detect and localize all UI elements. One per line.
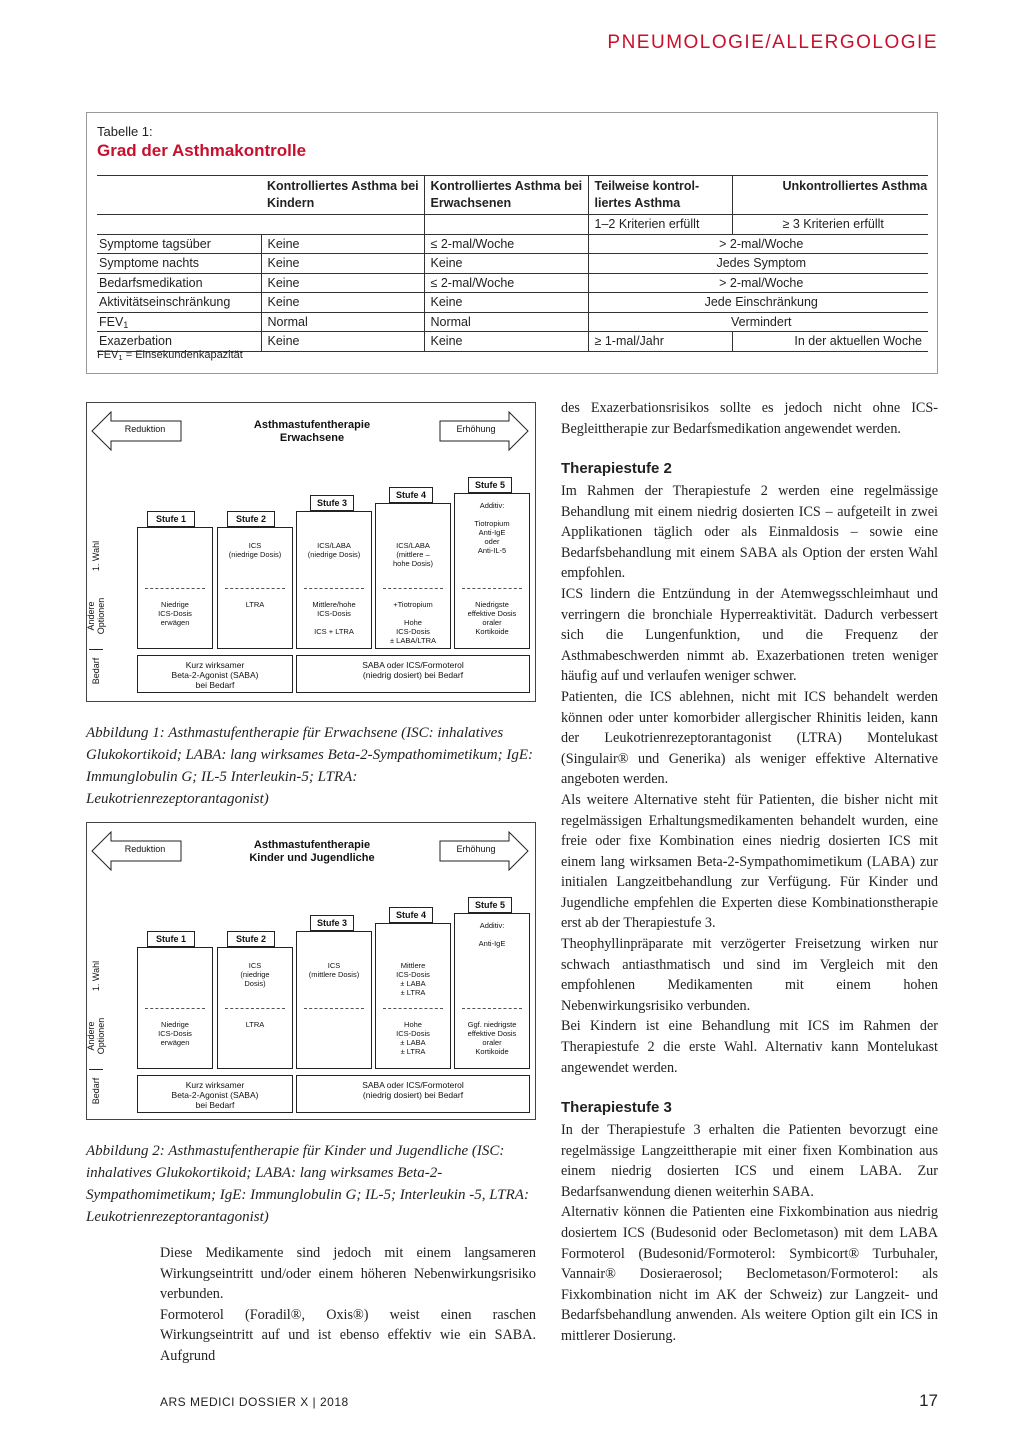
footer-journal: ARS MEDICI DOSSIER X | 2018 bbox=[160, 1395, 349, 1409]
table-criteria-row bbox=[97, 215, 928, 235]
table-row bbox=[97, 254, 928, 274]
table-box bbox=[86, 112, 938, 374]
other-option-text: Hohe ICS-Dosis ± LABA ± LTRA bbox=[396, 1020, 430, 1056]
cell-erwachsene: Keine bbox=[424, 332, 588, 352]
criteria-partial: 1–2 Kriterien erfüllt bbox=[588, 215, 732, 235]
row-label: Symptome nachts bbox=[97, 254, 261, 274]
paragraph: des Exazerbationsrisikos sollte es jedoch nicht ohne ICS-Begleittherapie zur Bedarfsmedikation angewendet werden. bbox=[561, 400, 938, 437]
table-row bbox=[97, 312, 928, 332]
step-label: Stufe 5 bbox=[468, 897, 512, 913]
table-row bbox=[97, 293, 928, 313]
paragraph: Alternativ können die Patienten eine Fixkombination aus niedrig dosiertem ICS (Budesonid oder Beclometason) mit dem LABA Formoterol (Budesonid/Formoterol: Symbicort® Turbuhaler, Vannair® Dosieraerosol; Beclometason/Formoterol: als Fixkombination nicht im AK der Schweiz) zur Langzeit- und Bedarfsbehandlung anwenden. Als weitere Option gilt ein ICS in mittlerer Dosierung. bbox=[561, 1204, 938, 1344]
dashed-divider bbox=[145, 1008, 205, 1009]
step-column bbox=[296, 931, 372, 1069]
cell-other: Jedes Symptom bbox=[588, 254, 928, 274]
figure-title-line: Erwachsene bbox=[279, 432, 345, 444]
criteria-uncontrolled: ≥ 3 Kriterien erfüllt bbox=[732, 215, 928, 235]
erhoehung-label: Erhöhung bbox=[456, 424, 496, 434]
step-label: Stufe 4 bbox=[389, 907, 433, 923]
step-label: Stufe 3 bbox=[310, 915, 354, 931]
cell-kinder: Keine bbox=[261, 273, 424, 293]
reduktion-arrow bbox=[91, 411, 183, 451]
bedarf-saba-box: Kurz wirksamer Beta-2-Agonist (SABA) bei Bedarf bbox=[137, 1075, 293, 1113]
cell-other: > 2-mal/Woche bbox=[588, 234, 928, 254]
other-option-text: Niedrige ICS-Dosis erwägen bbox=[158, 1020, 192, 1047]
row-label: Exazerbation bbox=[97, 332, 261, 352]
cell-unkontrolliert: In der aktuellen Woche bbox=[732, 332, 928, 352]
table-title: Grad der Asthmakontrolle bbox=[97, 141, 307, 160]
other-option-text: Niedrige ICS-Dosis erwägen bbox=[158, 600, 192, 627]
asthma-control-table bbox=[97, 175, 928, 352]
step-label: Stufe 4 bbox=[389, 487, 433, 503]
dashed-divider bbox=[383, 588, 443, 589]
cell-kinder: Keine bbox=[261, 234, 424, 254]
cell-other: Jede Einschränkung bbox=[588, 293, 928, 313]
row-label-bedarf: Bedarf bbox=[91, 657, 101, 685]
table-header-unkontrolliert: Unkontrolliertes Asthma bbox=[732, 176, 928, 215]
row-label-bedarf: Bedarf bbox=[91, 1077, 101, 1105]
reduktion-label: Reduktion bbox=[124, 844, 166, 854]
cell-erwachsene: ≤ 2-mal/Woche bbox=[424, 273, 588, 293]
row-separator bbox=[89, 649, 103, 650]
table-header-teilweise: Teilweise kontrol-liertes Asthma bbox=[588, 176, 732, 215]
dashed-divider bbox=[383, 1008, 443, 1009]
other-option-text: Niedrigste effektive Dosis oraler Kortikoide bbox=[467, 600, 517, 636]
first-choice-text: ICS (niedrige Dosis) bbox=[240, 961, 270, 988]
footnote-fev-sub: 1 bbox=[118, 353, 123, 362]
page-number: 17 bbox=[919, 1391, 938, 1410]
table-cell bbox=[97, 215, 261, 235]
row-label bbox=[97, 312, 261, 332]
cell-teilweise: ≥ 1-mal/Jahr bbox=[588, 332, 732, 352]
heading-therapiestufe-2: Therapiestufe 2 bbox=[561, 460, 672, 477]
bedarf-saba-box: Kurz wirksamer Beta-2-Agonist (SABA) bei Bedarf bbox=[137, 655, 293, 693]
footnote-fev: FEV bbox=[97, 349, 119, 361]
row-label: Symptome tagsüber bbox=[97, 234, 261, 254]
step-label: Stufe 5 bbox=[468, 477, 512, 493]
dashed-divider bbox=[225, 588, 285, 589]
other-option-text: Mittlere/hohe ICS-Dosis ICS + LTRA bbox=[312, 600, 356, 636]
first-choice-text: ICS/LABA (mittlere – hohe Dosis) bbox=[392, 541, 434, 568]
first-choice-text: ICS (mittlere Dosis) bbox=[308, 961, 360, 979]
table-cell bbox=[424, 215, 588, 235]
erhoehung-arrow bbox=[439, 411, 529, 451]
dashed-divider bbox=[225, 1008, 285, 1009]
other-option-text: LTRA bbox=[245, 1020, 265, 1029]
cell-other: > 2-mal/Woche bbox=[588, 273, 928, 293]
step-label: Stufe 2 bbox=[227, 511, 275, 527]
erhoehung-label: Erhöhung bbox=[456, 844, 496, 854]
paragraph: Theophyllinpräparate mit verzögerter Freisetzung wirken nur schwach antiasthmatisch und sind im Vergleich mit den empfohlenen Medikamenten mit einem hohen Nebenwirkungsrisiko verbunden. bbox=[561, 936, 938, 1014]
first-choice-text: Additiv: Anti-IgE bbox=[478, 921, 506, 948]
table-label: Tabelle 1: bbox=[97, 124, 153, 139]
row-label-fev-sub: 1 bbox=[123, 319, 129, 330]
reduktion-label: Reduktion bbox=[124, 424, 166, 434]
table-header-row bbox=[97, 176, 928, 215]
footnote-text: = Einsekundenkapazität bbox=[122, 349, 243, 361]
therapiestufe-3-text bbox=[561, 1120, 938, 1347]
row-label-other-options: Andere Optionen bbox=[86, 1017, 106, 1055]
paragraph: Diese Medikamente sind jedoch mit einem langsameren Wirkungseintritt und/oder einem höheren Nebenwirkungsrisiko verbunden. bbox=[160, 1245, 536, 1303]
cell-erwachsene: Normal bbox=[424, 312, 588, 332]
first-choice-text: ICS/LABA (niedrige Dosis) bbox=[307, 541, 361, 559]
step-label: Stufe 1 bbox=[147, 931, 195, 947]
row-label-first-choice: 1. Wahl bbox=[91, 960, 101, 992]
therapiestufe-2-text bbox=[561, 481, 938, 1078]
cell-erwachsene: Keine bbox=[424, 254, 588, 274]
paragraph: Formoterol (Foradil®, Oxis®) weist einen raschen Wirkungseintritt auf und ist ebenso effektiv wie ein SABA. Aufgrund bbox=[160, 1306, 536, 1364]
table-header-empty bbox=[97, 176, 261, 215]
paragraph: Als weitere Alternative steht für Patienten, die bisher nicht mit regelmässigen Erhaltungsmedikamenten behandelt wurden, eine freie oder fixe Kombination eines niedrig dosierten ICS mit einem lang wirksamen Beta-2-Sympathomimetikum (LABA) zur initialen Langzeitbehandlung zur Verfügung. Für Kinder und Jugendliche empfehlen die Experten diese Kombinationstherapie erst ab der Therapiestufe 3. bbox=[561, 791, 938, 932]
right-intro-text bbox=[561, 398, 938, 439]
figure-title bbox=[227, 839, 397, 865]
step-label: Stufe 3 bbox=[310, 495, 354, 511]
table-header-kinder: Kontrolliertes Asthma bei Kindern bbox=[261, 176, 424, 215]
paragraph: Im Rahmen der Therapiestufe 2 werden eine regelmässige Behandlung mit einem niedrig dosierten ICS – aufgeteilt in zwei Applikationen täglich oder als Einmaldosis – sowie eine Bedarfsbehandlung mit einem SABA als Option der ersten Wahl empfohlen. bbox=[561, 483, 938, 582]
heading-therapiestufe-3: Therapiestufe 3 bbox=[561, 1099, 672, 1116]
figure-adults bbox=[86, 402, 536, 702]
row-label-first-choice: 1. Wahl bbox=[91, 540, 101, 572]
paragraph: Patienten, die ICS ablehnen, nicht mit ICS behandelt werden können oder unter komorbider allergischer Rhinitis leiden, kann der Leukotrienrezeptorantagonist (LTRA) Montelukast (Singulair® und Generika) als weniger effektive Alternative angeboten werden. bbox=[561, 688, 938, 788]
bedarf-formoterol-box: SABA oder ICS/Formoterol (niedrig dosiert) bei Bedarf bbox=[296, 655, 530, 693]
reduktion-arrow bbox=[91, 831, 183, 871]
cell-kinder: Keine bbox=[261, 254, 424, 274]
other-option-text: Ggf. niedrigste effektive Dosis oraler Kortikoide bbox=[467, 1020, 517, 1056]
figure-title bbox=[227, 419, 397, 445]
paragraph: ICS lindern die Entzündung in der Atemwegsschleimhaut und verringern die bronchiale Hyperreaktivität. Dadurch verbessert sich die Lungenfunktion, und die Frequenz der Asthmabeschwerden nimmt ab. Exazerbationen treten weniger häufig auf und verlaufen weniger schwer. bbox=[561, 585, 938, 685]
row-label: Aktivitätseinschränkung bbox=[97, 293, 261, 313]
figure-title-line: Asthmastufentherapie bbox=[253, 419, 371, 431]
figure-title-line: Asthmastufentherapie bbox=[253, 839, 371, 851]
cell-erwachsene: Keine bbox=[424, 293, 588, 313]
figure-caption-1: Abbildung 1: Asthmastufentherapie für Erwachsene (ISC: inhalatives Glukokortikoid; LABA: lang wirksames Beta-2-Sympathomimetikum; IgE: Immunglobulin G; IL-5 Interleukin-5; LTRA: Leukotrienrezeptorantagonist) bbox=[86, 725, 533, 807]
table-cell bbox=[261, 215, 424, 235]
cell-kinder: Keine bbox=[261, 293, 424, 313]
figure-children bbox=[86, 822, 536, 1120]
cell-other: Vermindert bbox=[588, 312, 928, 332]
left-column-text bbox=[160, 1243, 536, 1367]
other-option-text: +Tiotropium Hohe ICS-Dosis ± LABA/LTRA bbox=[389, 600, 437, 645]
table-row bbox=[97, 234, 928, 254]
table-footnote bbox=[97, 349, 243, 361]
first-choice-text: Mittlere ICS-Dosis ± LABA ± LTRA bbox=[396, 961, 430, 997]
first-choice-text: Additiv: Tiotropium Anti-IgE oder Anti-IL-5 bbox=[474, 501, 510, 555]
cell-kinder: Keine bbox=[261, 332, 424, 352]
dashed-divider bbox=[462, 1008, 522, 1009]
dashed-divider bbox=[304, 588, 364, 589]
dashed-divider bbox=[304, 1008, 364, 1009]
table-header-erwachsene: Kontrolliertes Asthma bei Erwachsenen bbox=[424, 176, 588, 215]
dashed-divider bbox=[145, 588, 205, 589]
other-option-text: LTRA bbox=[245, 600, 265, 609]
cell-erwachsene: ≤ 2-mal/Woche bbox=[424, 234, 588, 254]
erhoehung-arrow bbox=[439, 831, 529, 871]
figure-title-line: Kinder und Jugendliche bbox=[249, 852, 375, 864]
section-header: PNEUMOLOGIE/ALLERGOLOGIE bbox=[607, 32, 938, 53]
bedarf-formoterol-box: SABA oder ICS/Formoterol (niedrig dosiert) bei Bedarf bbox=[296, 1075, 530, 1113]
row-label-fev: FEV bbox=[99, 314, 124, 329]
table-row bbox=[97, 273, 928, 293]
step-label: Stufe 2 bbox=[227, 931, 275, 947]
row-label-other-options: Andere Optionen bbox=[86, 597, 106, 635]
row-label: Bedarfsmedikation bbox=[97, 273, 261, 293]
dashed-divider bbox=[462, 588, 522, 589]
paragraph: In der Therapiestufe 3 erhalten die Patienten bevorzugt eine regelmässige Langzeittherapie mit einer fixen Kombination aus einem niedrig dosierten ICS und einem LABA. Zur Bedarfsanwendung dienen weiterhin SABA. bbox=[561, 1122, 938, 1200]
step-label: Stufe 1 bbox=[147, 511, 195, 527]
paragraph: Bei Kindern ist eine Behandlung mit ICS im Rahmen der Therapiestufe 2 die erste Wahl. Alternativ kann Montelukast angewendet werden. bbox=[561, 1018, 938, 1076]
figure-caption-2: Abbildung 2: Asthmastufentherapie für Kinder und Jugendliche (ISC: inhalatives Glukokortikoid; LABA: lang wirksames Beta-2-Sympathomimetikum; IgE: Immunglobulin G; IL-5; Interleukin -5, LTRA: Leukotrienrezeptorantagonist) bbox=[86, 1143, 529, 1225]
row-separator bbox=[89, 1069, 103, 1070]
first-choice-text: ICS (niedrige Dosis) bbox=[228, 541, 282, 559]
cell-kinder: Normal bbox=[261, 312, 424, 332]
